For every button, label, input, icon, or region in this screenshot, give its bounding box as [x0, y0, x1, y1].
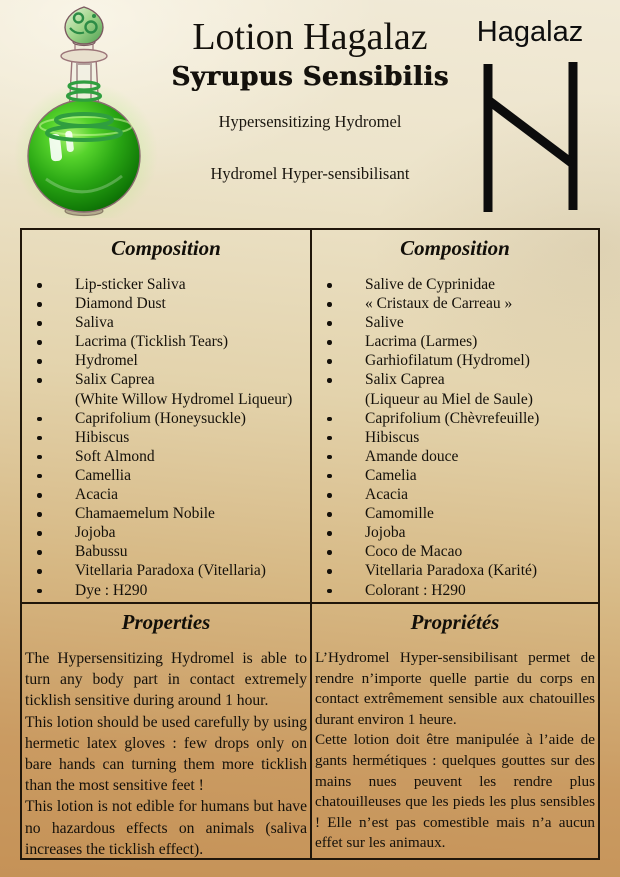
ingredient-item: Caprifolium (Honeysuckle)	[22, 409, 310, 428]
composition-header-french: Composition	[400, 236, 510, 260]
properties-header-french: Propriétés	[410, 610, 500, 634]
page-title: Lotion Hagalaz	[192, 16, 428, 58]
properties-paragraph: Cette lotion doit être manipulée à l’aide de gants hermétiques : quelques gouttes sur des mains nues peuvent les rendre plus chatouilleuses que les pieds les plus sensibles ! Elle n’est pas comestible mais n’a aucun effet sur les animaux.	[315, 731, 595, 852]
info-table	[20, 228, 600, 860]
properties-paragraph: L’Hydromel Hyper-sensibilisant permet de rendre n’importe quelle partie du corps en contact extrêmement sensible aux chatouilles durant environ 1 heure.	[315, 649, 595, 728]
ingredient-item-continuation: (White Willow Hydromel Liqueur)	[75, 390, 293, 408]
ingredient-item: Lacrima (Larmes)	[312, 332, 598, 351]
ingredient-item: Hibiscus	[22, 428, 310, 447]
ingredient-item: Camellia	[22, 466, 310, 485]
rune-name-label: Hagalaz	[476, 16, 584, 48]
properties-text-english	[25, 648, 307, 858]
ingredient-item-continuation: (Liqueur au Miel de Saule)	[365, 390, 533, 408]
ingredient-item: Hydromel	[22, 351, 310, 370]
hagalaz-rune-icon	[455, 60, 605, 214]
composition-cell-french	[312, 230, 598, 602]
subtitle-english: Hypersensitizing Hydromel	[218, 112, 402, 131]
ingredient-item: Chamaemelum Nobile	[22, 504, 310, 523]
properties-header-english: Properties	[121, 610, 211, 634]
ingredient-item: Dye : H290	[22, 581, 310, 600]
properties-paragraph: This lotion should be used carefully by using hermetic latex gloves : few drops only on bare hands can turning them more ticklish than the most sensitive feet !	[25, 713, 307, 795]
ingredient-item: Camomille	[312, 504, 598, 523]
ingredient-item: Lip-sticker Saliva	[22, 275, 310, 294]
composition-header-english: Composition	[111, 236, 221, 260]
ingredient-item: Salix Caprea	[312, 370, 598, 389]
properties-text-french	[315, 648, 595, 854]
ingredient-item: Soft Almond	[22, 447, 310, 466]
subtitle-french: Hydromel Hyper-sensibilisant	[210, 164, 410, 183]
ingredient-item: Saliva	[22, 313, 310, 332]
ingredient-item: Salive	[312, 313, 598, 332]
ingredient-item: Caprifolium (Chèvrefeuille)	[312, 409, 598, 428]
potion-bottle-image	[6, 4, 162, 218]
ingredient-item: Amande douce	[312, 447, 598, 466]
ingredient-item: Jojoba	[22, 523, 310, 542]
properties-paragraph: The Hypersensitizing Hydromel is able to turn any body part in contact extremely ticklish sensitive during around 1 hour.	[25, 650, 307, 710]
ingredient-item: Lacrima (Ticklish Tears)	[22, 332, 310, 351]
ingredient-item: Babussu	[22, 542, 310, 561]
ingredient-item: Vitellaria Paradoxa (Vitellaria)	[22, 561, 310, 580]
ingredient-item: Vitellaria Paradoxa (Karité)	[312, 561, 598, 580]
properties-paragraph: This lotion is not edible for humans but have no hazardous effects on animals (saliva increases the ticklish effect).	[25, 798, 307, 858]
latin-title: Syrupus Sensibilis	[171, 62, 449, 92]
ingredient-item: Diamond Dust	[22, 294, 310, 313]
ingredient-item: Camelia	[312, 466, 598, 485]
ingredient-item: Jojoba	[312, 523, 598, 542]
ingredient-item: Salix Caprea	[22, 370, 310, 389]
ingredient-item: Garhiofilatum (Hydromel)	[312, 351, 598, 370]
properties-cell-french	[312, 604, 598, 858]
ingredient-item: Acacia	[312, 485, 598, 504]
ingredient-item: Hibiscus	[312, 428, 598, 447]
ingredient-item: Colorant : H290	[312, 581, 598, 600]
composition-cell-english	[22, 230, 310, 602]
ingredient-item: Acacia	[22, 485, 310, 504]
properties-cell-english	[22, 604, 310, 858]
ingredient-item: « Cristaux de Carreau »	[312, 294, 598, 313]
ingredient-item: Coco de Macao	[312, 542, 598, 561]
ingredient-list-english	[22, 275, 310, 600]
ingredient-item: Salive de Cyprinidae	[312, 275, 598, 294]
ingredient-list-french	[312, 275, 598, 600]
